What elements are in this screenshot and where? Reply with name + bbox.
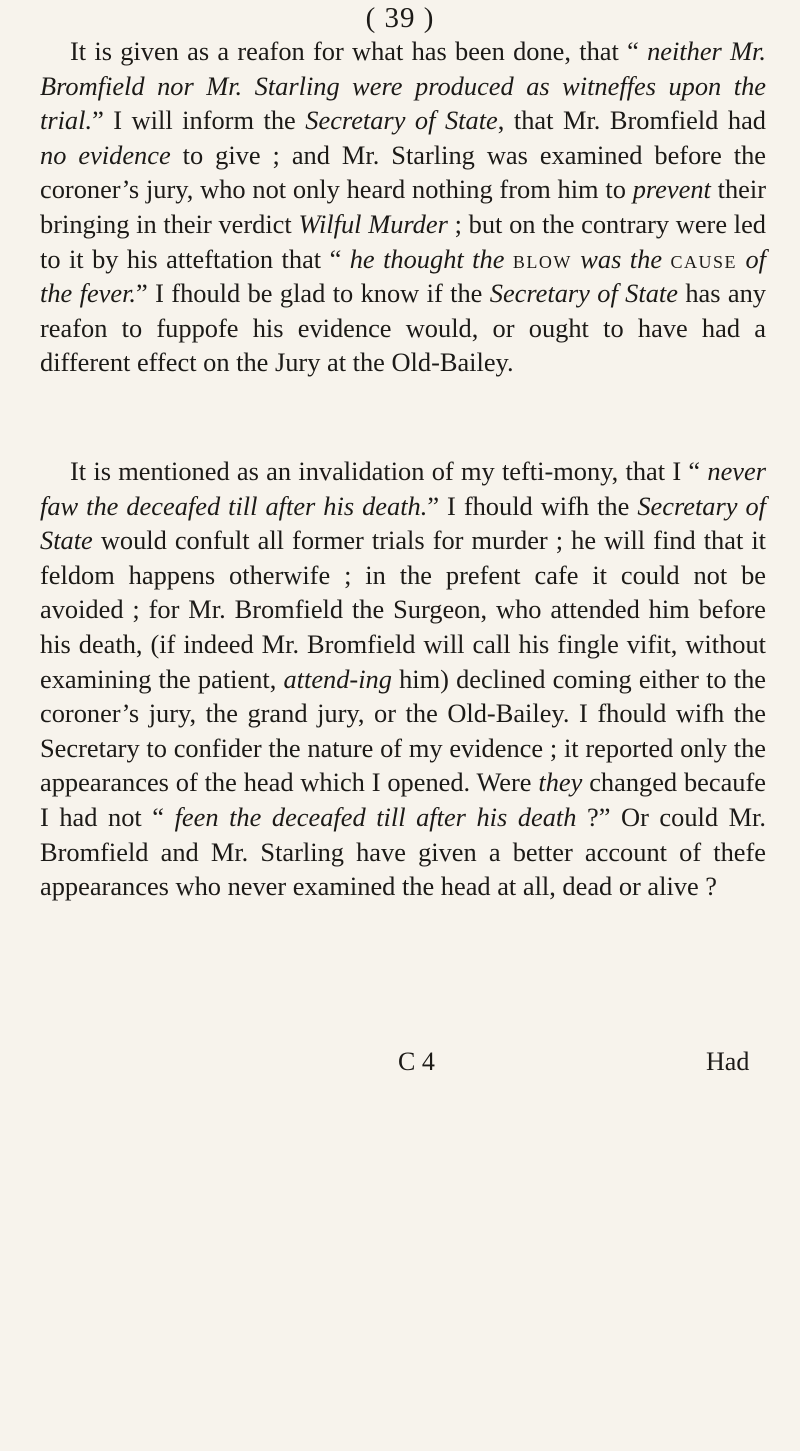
text-run: neither Mr. Bromfield nor Mr. Starling were produced as witneffes upon the trial. <box>40 36 766 136</box>
text-run: Secretary of State <box>40 490 766 556</box>
text-run: attend-ing <box>283 663 392 694</box>
text-run: no evidence <box>40 139 171 170</box>
paragraph-1 <box>40 34 766 380</box>
text-run: they <box>538 767 583 798</box>
text-run: Secretary of State <box>305 105 498 136</box>
page-footer <box>0 1047 800 1083</box>
text-run: , that Mr. Bromfield had <box>497 105 766 136</box>
page-number: ( 39 ) <box>365 2 435 34</box>
catchword: Had <box>706 1047 750 1076</box>
text-run: changed becaufe I had not “ <box>40 767 766 832</box>
text-run: him) declined coming either to the coroner’s jury, the grand jury, or the Old-Bailey. I fhould wifh the Secretary to confider the nature of my evidence ; it reported only the appearances of the head which I opened. Were <box>40 663 766 798</box>
text-run: blow <box>512 243 572 274</box>
text-run: ?” Or could Mr. Bromfield and Mr. Starling have given a better account of thefe appearances who never examined the head at all, dead or alive ? <box>40 801 766 902</box>
text-run: was the <box>571 243 671 274</box>
text-run: cause <box>670 243 738 274</box>
text-run: of the fever. <box>40 243 766 309</box>
text-run: feen the deceafed till after his death <box>174 801 577 832</box>
text-run: ” I will inform the <box>92 105 306 136</box>
text-run: would confult all former trials for murder ; he will find that it feldom happens otherwife ; in the prefent cafe it could not be avoided ; for Mr. Bromfield the Surgeon, who attended him before his death, (if indeed Mr. Bromfield will call his fingle vifit, without examining the patient, <box>40 525 766 694</box>
text-run: It is given as a reafon for what has been done, that “ <box>70 36 648 66</box>
text-run: he thought the <box>349 243 513 274</box>
text-run: to give ; and Mr. Starling was examined before the coroner’s jury, who not only heard nothing from him to <box>40 139 766 205</box>
text-run: It is mentioned as an invalidation of my tefti-mony, that I “ <box>70 456 708 486</box>
paragraph-2 <box>40 454 766 904</box>
text-run: ” I fhould be glad to know if the <box>136 278 490 309</box>
text-run: Wilful Murder <box>298 208 448 239</box>
text-run: their bringing in their verdict <box>40 174 766 239</box>
text-run: Secretary of State <box>489 278 678 309</box>
text-run: ; but on the contrary were led to it by his atteftation that “ <box>40 208 766 274</box>
text-run: prevent <box>632 174 711 205</box>
text-run: ” I fhould wifh the <box>427 490 638 521</box>
text-run: never faw the deceafed till after his death. <box>40 456 766 521</box>
text-run: has any reafon to fuppofe his evidence would, or ought to have had a different effect on the Jury at the Old-Bailey. <box>40 278 766 378</box>
signature-mark: C 4 <box>398 1047 435 1076</box>
